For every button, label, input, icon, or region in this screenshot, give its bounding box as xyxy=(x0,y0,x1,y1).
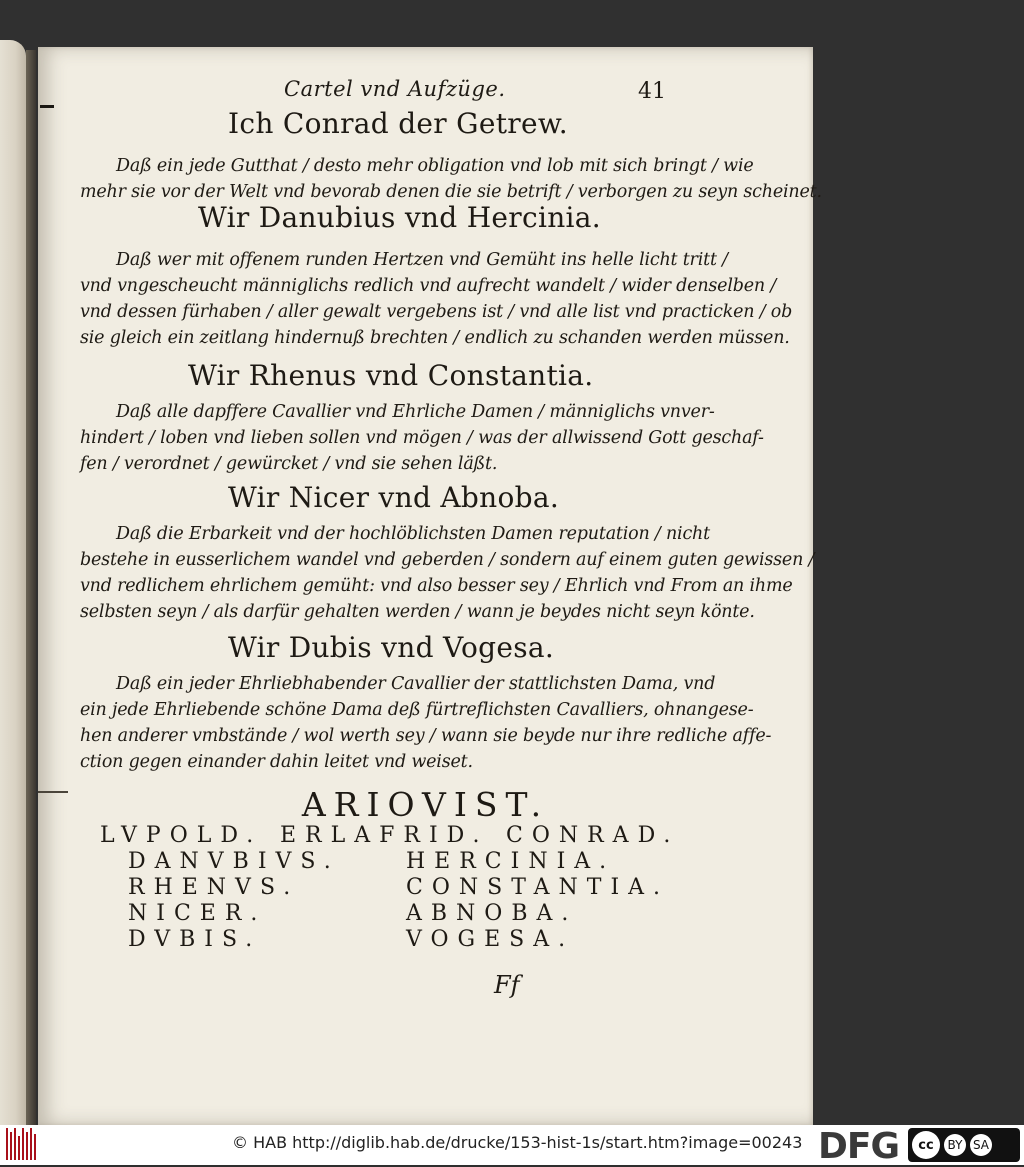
cc-license-badge[interactable] xyxy=(908,1128,1020,1162)
text-line: vnd redlichem ehrlichem gemüht: vnd also besser sey / Ehrlich vnd From an ihme xyxy=(80,576,793,596)
by-icon: BY xyxy=(944,1134,966,1156)
text-line: Daß ein jede Gutthat / desto mehr obligation vnd lob mit sich bringt / wie xyxy=(116,156,754,176)
section-text-danubius xyxy=(80,247,793,351)
text-line: bestehe in eusserlichem wandel vnd geberden / sondern auf einem guten gewissen / xyxy=(80,550,815,570)
text-line: ction gegen einander dahin leitet vnd weiset. xyxy=(80,752,473,772)
text-line: ein jede Ehrliebende schöne Dama deß fürtreflichsten Cavalliers, ohnangese- xyxy=(80,700,754,720)
book-page xyxy=(38,47,822,1125)
binding-shadow xyxy=(26,50,36,1125)
section-text-conrad xyxy=(80,153,822,205)
name-right-4: VOGESA. xyxy=(406,927,575,952)
text-line: Daß die Erbarkeit vnd der hochlöblichsten Damen reputation / nicht xyxy=(116,524,710,544)
section-heading-nicer: Wir Nicer vnd Abnoba. xyxy=(228,481,560,514)
name-erlafrid: ERLAFRID. xyxy=(280,823,489,848)
text-line: Daß alle dapffere Cavallier vnd Ehrliche Damen / männiglichs vnver- xyxy=(116,402,715,422)
text-line: vnd dessen fürhaben / aller gewalt vergebens ist / vnd alle list vnd practicken / ob xyxy=(80,302,793,322)
sa-icon: SA xyxy=(970,1134,992,1156)
page-number: 41 xyxy=(638,79,666,104)
name-left-3: NICER. xyxy=(128,901,267,926)
text-line: mehr sie vor der Welt vnd bevorab denen die sie betrift / verborgen zu seyn scheinet. xyxy=(80,182,822,202)
signature-mark: Ff xyxy=(494,971,520,999)
closing-title: ARIOVIST. xyxy=(301,785,550,824)
name-right-2: CONSTANTIA. xyxy=(406,875,670,900)
dfg-logo: DFG xyxy=(818,1126,900,1167)
text-line: vnd vngescheucht männiglichs redlich vnd aufrecht wandelt / wider denselben / xyxy=(80,276,777,296)
text-line: selbsten seyn / als darfür gehalten werden / wann je beydes nicht seyn könte. xyxy=(80,602,755,622)
section-text-dubis xyxy=(80,671,772,775)
section-heading-conrad: Ich Conrad der Getrew. xyxy=(228,107,568,140)
section-heading-dubis: Wir Dubis vnd Vogesa. xyxy=(228,631,555,664)
name-conrad: CONRAD. xyxy=(506,823,680,848)
text-line: Daß wer mit offenem runden Hertzen vnd Gemüht ins helle licht tritt / xyxy=(116,250,728,270)
copyright-link[interactable]: © HAB http://diglib.hab.de/drucke/153-hist-1s/start.htm?image=00243 xyxy=(232,1133,803,1152)
name-left-1: DANVBIVS. xyxy=(128,849,340,874)
text-line: sie gleich ein zeitlang hindernuß brechten / endlich zu schanden werden müssen. xyxy=(80,328,790,348)
name-right-1: HERCINIA. xyxy=(406,849,616,874)
barcode-icon xyxy=(6,1128,40,1160)
text-line: hindert / loben vnd lieben sollen vnd mögen / was der allwissend Gott geschaf- xyxy=(80,428,764,448)
name-lupold: LVPOLD. xyxy=(100,823,263,848)
name-left-4: DVBIS. xyxy=(128,927,262,952)
cc-icon: cc xyxy=(912,1131,940,1159)
section-heading-rhenus: Wir Rhenus vnd Constantia. xyxy=(188,359,594,392)
section-heading-danubius: Wir Danubius vnd Hercinia. xyxy=(198,201,601,234)
gutter-mark xyxy=(40,105,54,108)
text-line: hen anderer vmbstände / wol werth sey / wann sie beyde nur ihre redliche affe- xyxy=(80,726,772,746)
name-left-2: RHENVS. xyxy=(128,875,300,900)
section-text-nicer xyxy=(80,521,815,625)
previous-page-edge xyxy=(0,40,26,1125)
name-right-3: ABNOBA. xyxy=(406,901,578,926)
section-text-rhenus xyxy=(80,399,764,477)
text-line: Daß ein jeder Ehrliebhabender Cavallier der stattlichsten Dama, vnd xyxy=(116,674,716,694)
running-head: Cartel vnd Aufzüge. xyxy=(284,77,506,101)
text-line: fen / verordnet / gewürcket / vnd sie sehen läßt. xyxy=(80,454,498,474)
